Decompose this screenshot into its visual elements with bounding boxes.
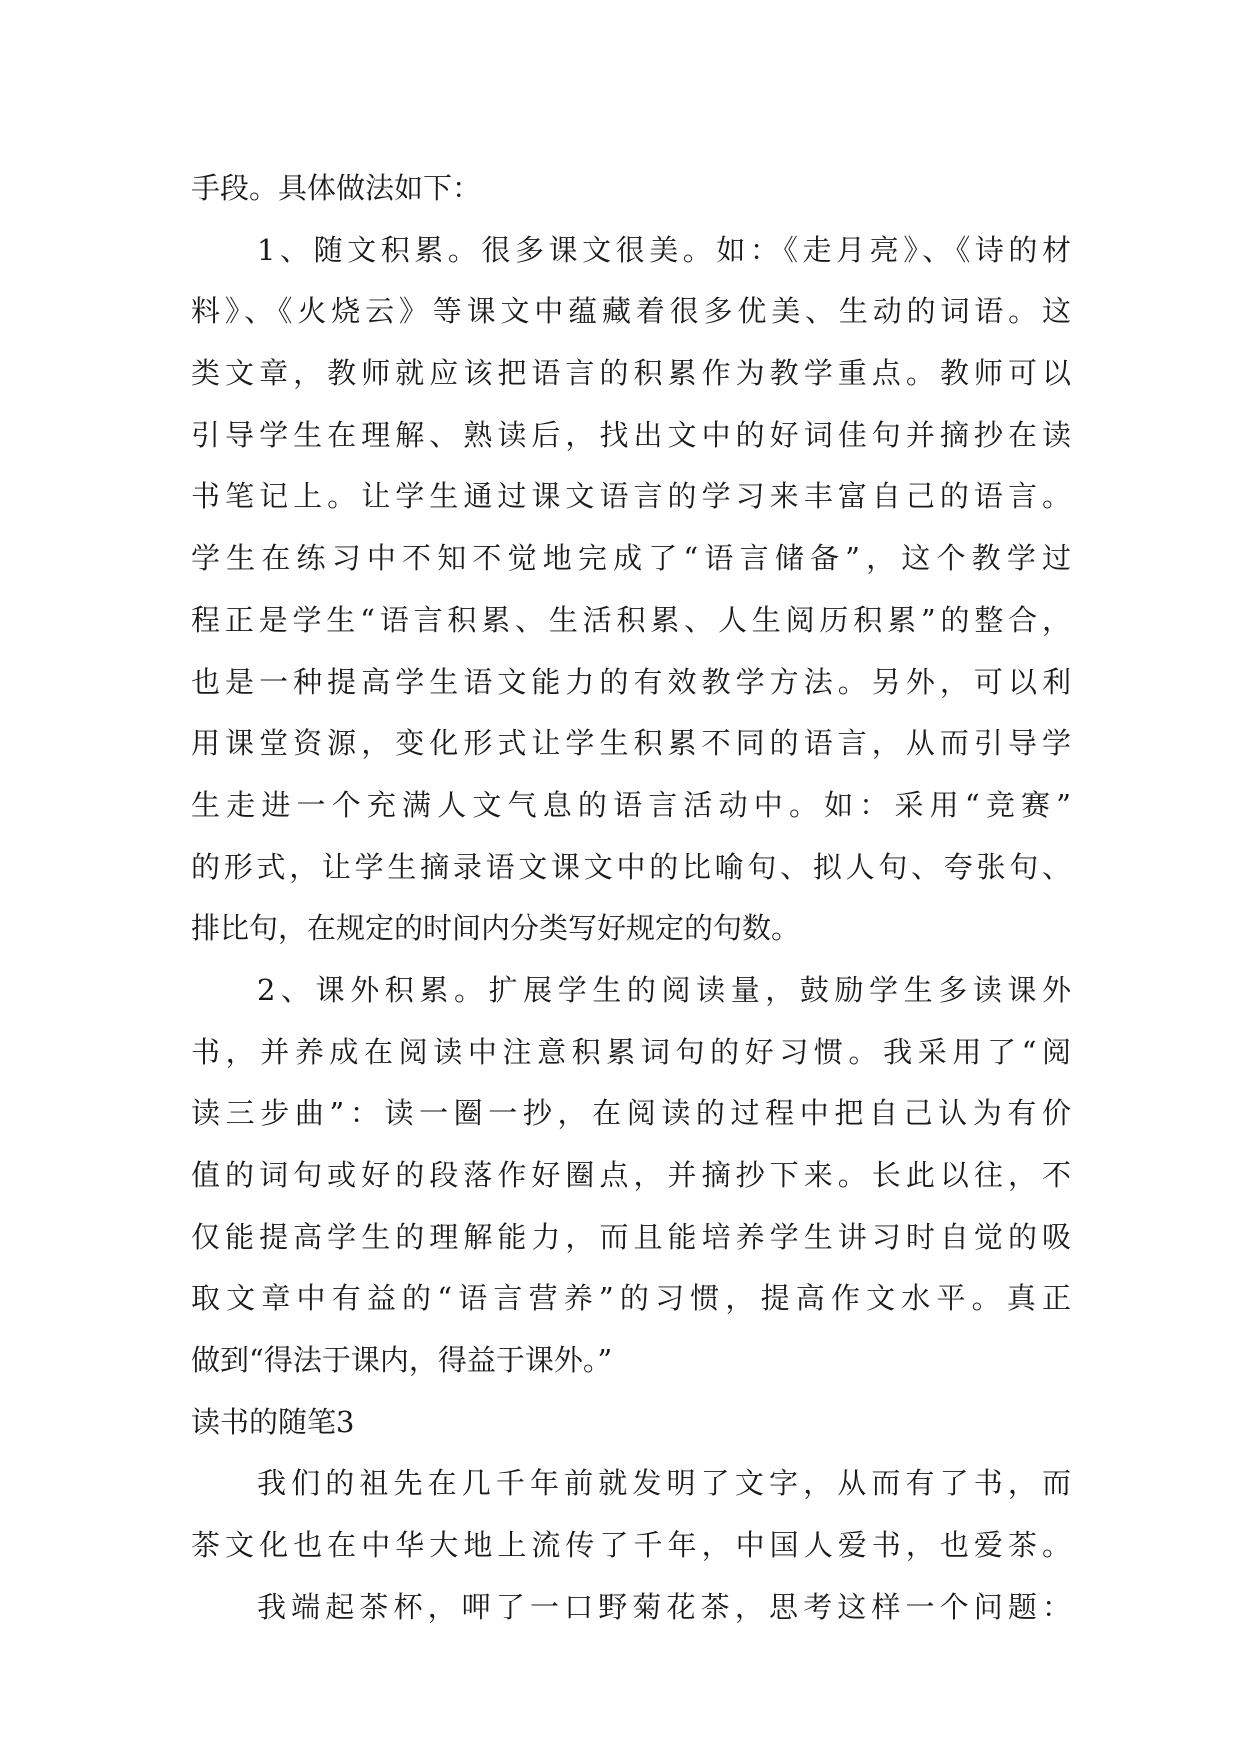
body-line: 茶文化也在中华大地上流传了千年，中国人爱书，也爱茶。 <box>191 1528 1071 1563</box>
document-body <box>191 158 1071 1639</box>
body-line: 学生在练习中不知不觉地完成了“语言储备”，这个教学过 <box>191 541 1071 576</box>
body-line: 程正是学生“语言积累、生活积累、人生阅历积累”的整合， <box>191 602 1071 637</box>
body-line: 取文章中有益的“语言营养”的习惯，提高作文水平。真正 <box>191 1281 1071 1316</box>
body-line: 用课堂资源，变化形式让学生积累不同的语言，从而引导学 <box>191 726 1071 761</box>
body-line: 类文章，教师就应该把语言的积累作为教学重点。教师可以 <box>191 356 1071 391</box>
section-heading: 读书的随笔3 <box>191 1404 355 1439</box>
body-line: 料》、《火烧云》等课文中蕴藏着很多优美、生动的词语。这 <box>191 294 1071 329</box>
body-line: 书，并养成在阅读中注意积累词句的好习惯。我采用了“阅 <box>191 1034 1071 1069</box>
paragraph-first-line: 2、课外积累。扩展学生的阅读量，鼓励学生多读课外 <box>257 972 1071 1007</box>
body-line: 也是一种提高学生语文能力的有效教学方法。另外，可以利 <box>191 664 1071 699</box>
body-line: 书笔记上。让学生通过课文语言的学习来丰富自己的语言。 <box>191 479 1071 514</box>
paragraph-first-line: 我们的祖先在几千年前就发明了文字，从而有了书，而 <box>257 1466 1071 1501</box>
paragraph-last-line: 做到“得法于课内，得益于课外。” <box>191 1343 613 1378</box>
body-line: 引导学生在理解、熟读后，找出文中的好词佳句并摘抄在读 <box>191 417 1071 452</box>
paragraph-first-line: 1、随文积累。很多课文很美。如：《走月亮》、《诗的材 <box>257 232 1071 267</box>
paragraph-first-line: 我端起茶杯，呷了一口野菊花茶，思考这样一个问题： <box>257 1589 1071 1624</box>
paragraph-last-line: 排比句，在规定的时间内分类写好规定的句数。 <box>191 911 801 946</box>
body-line: 生走进一个充满人文气息的语言活动中。如：采用“竞赛” <box>191 787 1071 822</box>
body-line: 手段。具体做法如下： <box>191 171 482 205</box>
body-line: 读三步曲”：读一圈一抄，在阅读的过程中把自己认为有价 <box>191 1096 1071 1131</box>
body-line: 的形式，让学生摘录语文课文中的比喻句、拟人句、夸张句、 <box>191 849 1071 884</box>
body-line: 值的词句或好的段落作好圈点，并摘抄下来。长此以往，不 <box>191 1158 1071 1192</box>
body-line: 仅能提高学生的理解能力，而且能培养学生讲习时自觉的吸 <box>191 1219 1071 1254</box>
